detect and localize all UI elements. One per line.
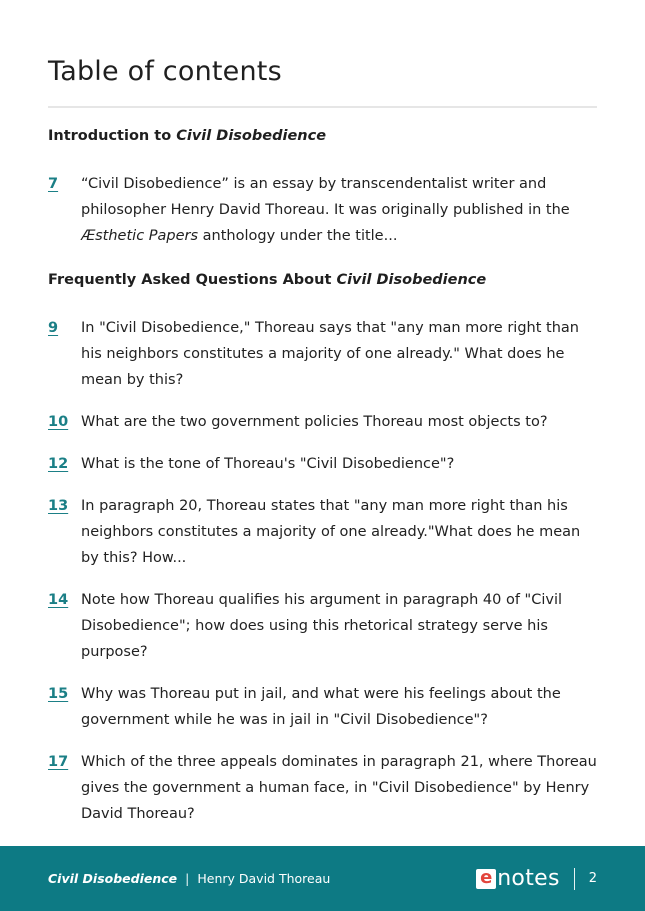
entry-text-part: “Civil Disobedience” is an essay by transcendentalist writer and philosopher Henry David Thoreau. It was originally published in the [81,176,570,218]
toc-entry-text [81,171,598,249]
toc-page-link[interactable]: 15 [48,686,69,702]
toc-entry-text: What is the tone of Thoreau's "Civil Disobedience"? [81,456,455,472]
page-footer [0,846,645,911]
logo-e-icon: e [476,869,496,889]
toc-entry-text: In paragraph 20, Thoreau states that "any man more right than his neighbors constitutes a majority of one already."What does he mean by this? How... [81,498,581,566]
title-divider [48,106,597,108]
section-heading-book-title: Civil Disobedience [336,272,487,288]
section-heading-book-title: Civil Disobedience [176,128,327,144]
toc-entry [48,493,598,571]
toc-entry [48,681,598,733]
toc-entry [48,587,598,665]
toc-entry [48,409,598,435]
enotes-logo [476,866,560,891]
toc-page-link[interactable]: 14 [48,592,69,608]
toc-entry [48,749,598,827]
entry-text-italic: Æsthetic Papers [81,228,199,244]
entry-text-part: anthology under the title... [198,228,398,244]
page-number: 2 [588,871,597,886]
section-heading-faq [48,267,598,293]
footer-book-info [48,846,330,911]
toc-entry-text: In "Civil Disobedience," Thoreau says that "any man more right than his neighbors constitutes a majority of one already." What does he mean by this? [81,320,579,388]
footer-separator: | [185,871,190,886]
footer-branding [476,846,597,911]
footer-divider [574,868,575,890]
section-heading-prefix: Frequently Asked Questions About [48,272,337,288]
toc-page-link[interactable]: 7 [48,176,59,192]
table-of-contents [48,123,598,843]
toc-entry-text: Note how Thoreau qualifies his argument in paragraph 40 of "Civil Disobedience"; how does using this rhetorical strategy serve his purpose? [81,592,563,660]
toc-entry-text: Which of the three appeals dominates in paragraph 21, where Thoreau gives the government a human face, in "Civil Disobedience" by Henry David Thoreau? [81,754,597,822]
toc-page-link[interactable]: 17 [48,754,69,770]
section-heading-introduction [48,123,598,149]
toc-entry [48,171,598,249]
toc-page-link[interactable]: 13 [48,498,69,514]
toc-entry [48,315,598,393]
footer-book-title: Civil Disobedience [48,871,178,886]
logo-wordmark: notes [497,866,560,891]
toc-entry [48,451,598,477]
section-heading-prefix: Introduction to [48,128,177,144]
toc-page-link[interactable]: 9 [48,320,59,336]
toc-entry-text: What are the two government policies Thoreau most objects to? [81,414,548,430]
toc-page-link[interactable]: 10 [48,414,69,430]
footer-author: Henry David Thoreau [197,871,331,886]
toc-entry-text: Why was Thoreau put in jail, and what were his feelings about the government while he was in jail in "Civil Disobedience"? [81,686,561,728]
toc-page-link[interactable]: 12 [48,456,69,472]
page-title: Table of contents [48,56,282,87]
